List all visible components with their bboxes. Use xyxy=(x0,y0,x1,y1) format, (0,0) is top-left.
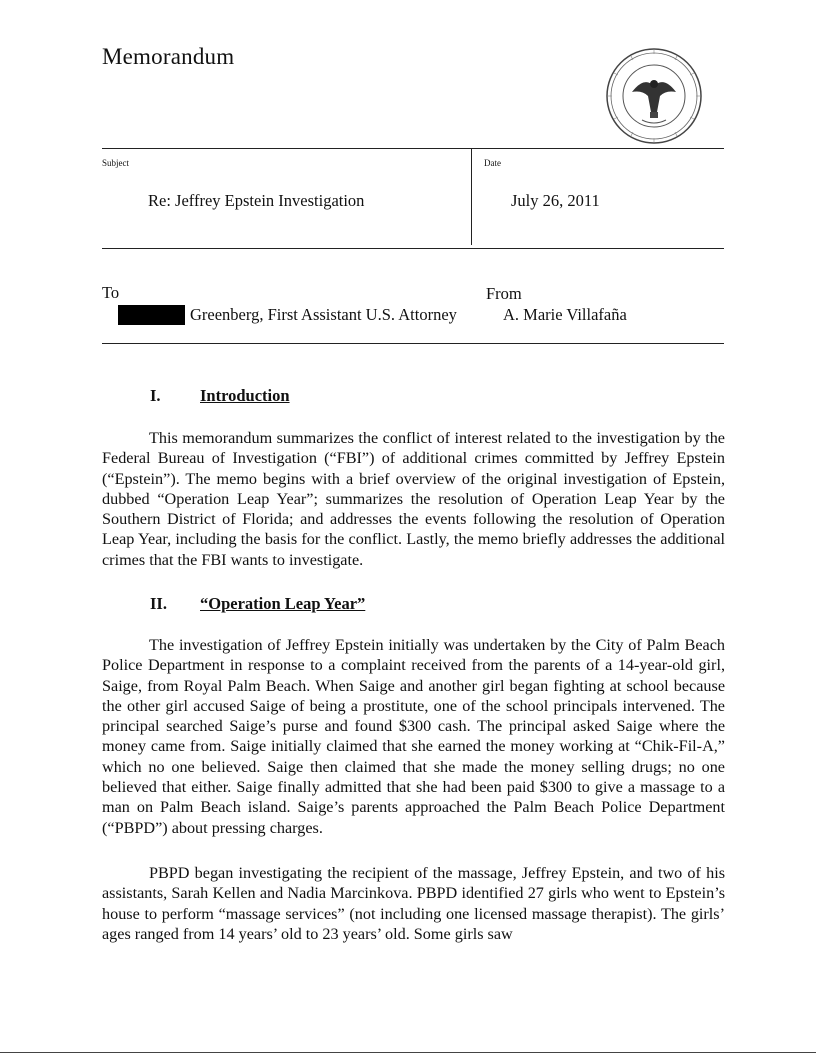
date-value: July 26, 2011 xyxy=(511,191,600,210)
date-label: Date xyxy=(484,158,501,168)
to-label: To xyxy=(102,283,120,302)
header-mid-rule xyxy=(102,248,724,249)
body-paragraph: The investigation of Jeffrey Epstein initially was undertaken by the City of Palm Beach Police Department in response to a complaint received from the parents of a 14-year-old girl, Saige, from Royal Palm Beach. When Saige and another girl began fighting at school because the other girl accused Saige of being a prostitute, one of the school principals intervened. The principal searched Saige’s purse and found $300 cash. The principal asked Saige where the money came from. Saige initially claimed that she earned the money working at “Chik-Fil-A,” which no one believed. Saige then claimed that she made the money selling drugs; no one believed that either. Saige finally admitted that she had been paid $300 to give a massage to a man on Palm Beach island. Saige’s parents approached the Palm Beach Police Department (“PBPD”) about pressing charges. xyxy=(102,636,725,837)
section-number: II. xyxy=(150,594,167,613)
to-value: Greenberg, First Assistant U.S. Attorney xyxy=(190,305,457,324)
intro-paragraph: This memorandum summarizes the conflict of interest related to the investigation by the Federal Bureau of Investigation (“FBI”) of additional crimes committed by Jeffrey Epstein (“Epstein”). The memo begins with a brief overview of the original investigation of Epstein, dubbed “Operation Leap Year”; summarizes the resolution of Operation Leap Year by the Southern District of Florida; and addresses the events following the resolution of Operation Leap Year, including the basis for the conflict. Lastly, the memo briefly addresses the additional crimes that the FBI wants to investigate. xyxy=(102,429,725,569)
memo-title: Memorandum xyxy=(102,44,235,69)
body-paragraph: PBPD began investigating the recipient of the massage, Jeffrey Epstein, and two of his assistants, Sarah Kellen and Nadia Marcinkova. PBPD identified 27 girls who went to Epstein’s house to perform “massage services” (not including one licensed massage therapist). The girls’ ages ranged from 14 years’ old to 23 years’ old. Some girls saw xyxy=(102,864,725,943)
page-bottom-edge xyxy=(0,1052,816,1053)
section-number: I. xyxy=(150,386,161,405)
section-title: Introduction xyxy=(200,386,290,405)
redaction-box xyxy=(118,305,185,325)
from-label: From xyxy=(486,284,522,303)
subject-label: Subject xyxy=(102,158,129,168)
from-value: A. Marie Villafaña xyxy=(503,305,627,324)
section-title: “Operation Leap Year” xyxy=(200,594,366,613)
doj-seal-icon xyxy=(604,46,704,146)
header-divider xyxy=(471,149,472,245)
header-bottom-rule xyxy=(102,343,724,344)
subject-value: Re: Jeffrey Epstein Investigation xyxy=(148,191,365,210)
header-top-rule xyxy=(102,148,724,149)
